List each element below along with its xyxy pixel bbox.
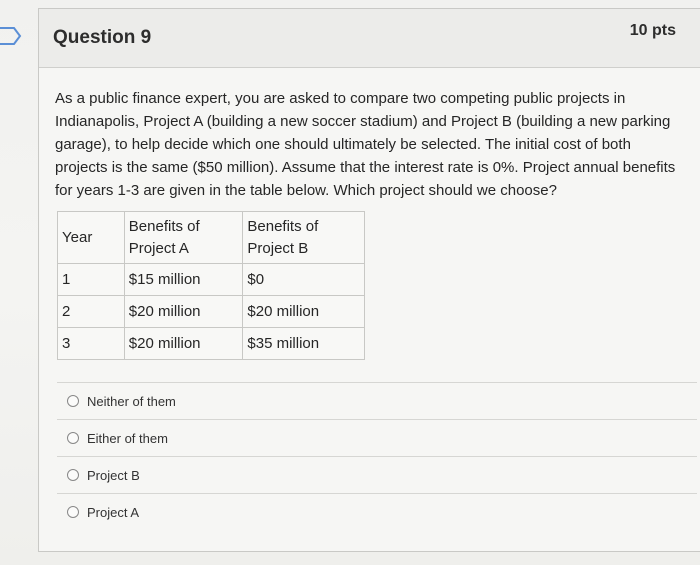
header-project-b-line2: Project B xyxy=(247,239,309,257)
table-row xyxy=(58,296,365,328)
cell-year: 3 xyxy=(58,328,125,360)
radio-button[interactable] xyxy=(67,432,79,444)
cell-year: 2 xyxy=(58,296,125,328)
cell-benefit-a: $20 million xyxy=(124,328,243,360)
question-header xyxy=(39,9,700,68)
header-project-b-line1: Benefits of xyxy=(247,217,319,235)
answer-option-neither[interactable] xyxy=(57,383,697,419)
question-title: Question 9 xyxy=(53,27,152,48)
header-year xyxy=(58,212,125,264)
header-year-label: Year xyxy=(62,228,93,246)
question-text: As a public finance expert, you are asked to compare two competing public projects in Indianapolis, Project A (building a new soccer stadium) and Project B (building a new parking garage), to help decide which one should ultimately be selected. The initial cost of both projects is the same ($50 million). Assume that the interest rate is 0%. Project annual benefits for years 1-3 are given in the table below. Which project should we choose? xyxy=(55,90,676,199)
cell-year: 1 xyxy=(58,264,125,296)
table-row xyxy=(58,264,365,296)
header-project-a xyxy=(124,212,243,264)
answer-label: Project B xyxy=(87,467,140,483)
cell-benefit-b: $35 million xyxy=(243,328,365,360)
question-points: 10 pts xyxy=(629,22,676,39)
flag-question-icon[interactable] xyxy=(0,26,22,46)
header-project-a-line1: Benefits of xyxy=(128,217,200,235)
radio-button[interactable] xyxy=(67,469,79,481)
answer-list xyxy=(57,382,697,530)
header-project-a-line2: Project A xyxy=(128,239,189,257)
answer-label: Either of them xyxy=(87,430,168,446)
cell-benefit-b: $20 million xyxy=(243,296,365,328)
cell-benefit-a: $15 million xyxy=(124,264,243,296)
question-card xyxy=(38,8,700,552)
answer-option-project-a[interactable] xyxy=(57,494,697,530)
table-row xyxy=(58,328,365,360)
cell-benefit-b: $0 xyxy=(243,264,365,296)
benefits-table xyxy=(57,211,365,360)
radio-button[interactable] xyxy=(67,506,79,518)
answer-label: Project A xyxy=(87,504,140,520)
table-header-row xyxy=(58,212,365,264)
answer-option-either[interactable] xyxy=(57,420,697,456)
answer-label: Neither of them xyxy=(87,393,176,409)
cell-benefit-a: $20 million xyxy=(124,296,243,328)
header-project-b xyxy=(243,212,365,264)
answer-option-project-b[interactable] xyxy=(57,457,697,493)
radio-button[interactable] xyxy=(67,395,79,407)
